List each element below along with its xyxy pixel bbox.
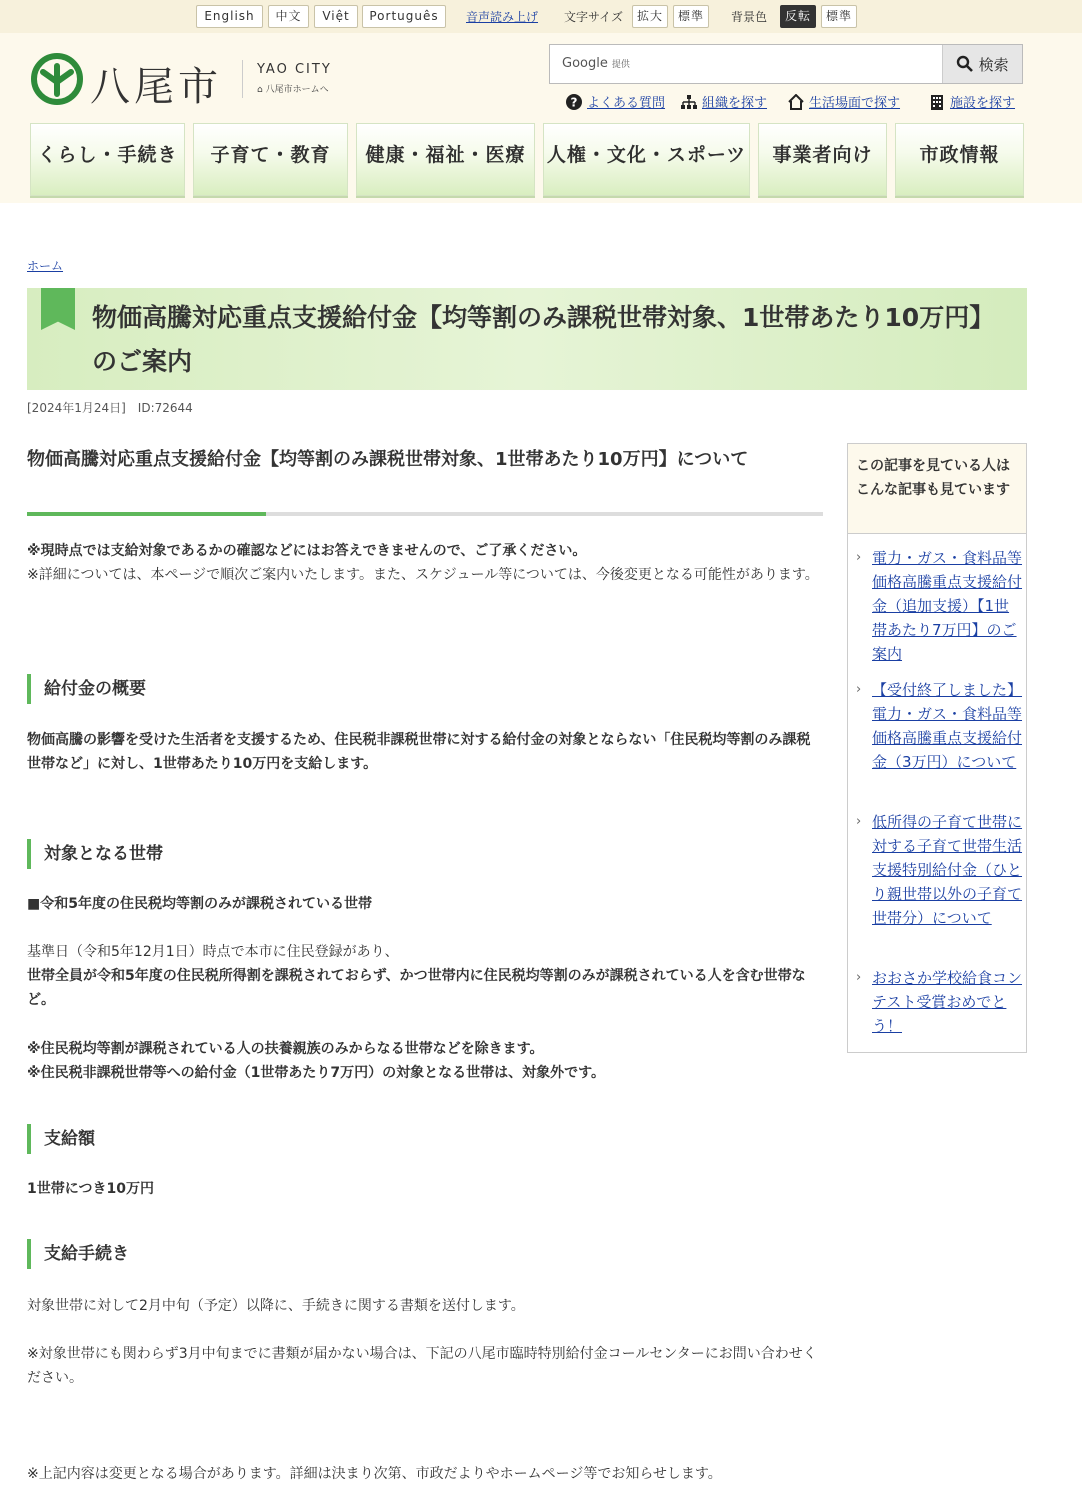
building-icon [929,94,945,110]
procedure-text-1: 対象世帯に対して2月中旬（予定）以降に、手続きに関する書類を送付します。 [27,1298,525,1314]
related-articles-title: この記事を見ている人はこんな記事も見ています [847,443,1027,534]
facility-search-link-label: 施設を探す [950,96,1016,111]
related-article-link[interactable]: 【受付終了しました】電力・ガス・食料品等価格高騰重点支援給付金（3万円）について [872,681,1023,771]
gnav-childcare-label: 子育て・教育 [210,144,331,166]
footer-note: ※上記内容は変更となる場合があります。詳細は決まり次第、市政だよりやホームページ等でお知らせします。 [27,1466,722,1482]
gnav-health[interactable] [356,123,535,196]
target-subheading: ■令和5年度の住民税均等割のみが課税されている世帯 [27,896,372,912]
org-search-link[interactable] [681,92,767,111]
life-scene-link[interactable] [788,92,900,111]
related-article-link[interactable]: 電力・ガス・食料品等価格高騰重点支援給付金（追加支援）【1世帯あたり7万円】のご案内 [872,549,1023,663]
chevron-right-icon: › [856,550,862,565]
section-overview-title: 給付金の概要 [27,674,823,704]
gnav-city-info-label: 市政情報 [919,144,1000,166]
section-procedure-title: 支給手続き [27,1239,823,1269]
org-chart-icon [681,94,697,110]
site-logo-text[interactable]: 八尾市 [90,64,222,110]
bg-color-label: 背景色 [731,10,768,24]
lang-chinese-button[interactable]: 中文 [268,5,309,28]
font-size-label: 文字サイズ [564,10,624,24]
breadcrumb-home[interactable]: ホーム [27,259,64,273]
gnav-health-label: 健康・福祉・医療 [365,144,526,166]
org-search-link-label: 組織を探す [702,96,768,111]
gnav-childcare[interactable] [193,123,348,196]
related-article-item[interactable] [856,546,1022,666]
target-note-1: ※住民税均等割が課税されている人の扶養親族のみからなる世帯などを除きます。 [27,1041,544,1057]
site-logo-english: YAO CITY [257,62,332,77]
chevron-right-icon: › [856,970,862,985]
font-enlarge-button[interactable]: 拡大 [632,5,668,28]
target-text-2: 世帯全員が令和5年度の住民税所得割を課税されておらず、かつ世帯内に住民税均等割のみが課税されている人を含む世帯など。 [27,968,806,1008]
related-article-item[interactable] [856,810,1022,930]
home-link[interactable] [257,82,329,95]
related-article-link[interactable]: おおさか学校給食コンテスト受賞おめでとう！ [872,969,1023,1035]
search-button[interactable] [942,45,1022,83]
chevron-right-icon: › [856,682,862,697]
life-scene-link-label: 生活場面で探す [809,96,901,111]
question-icon [566,94,582,110]
section-target-title: 対象となる世帯 [27,839,823,869]
overview-text: 物価高騰の影響を受けた生活者を支援するため、住民税非課税世帯に対する給付金の対象とならない「住民税均等割のみ課税世帯など」に対し、1世帯あたり10万円を支給します。 [27,732,811,772]
section-amount-title: 支給額 [27,1124,823,1154]
gnav-culture-label: 人権・文化・スポーツ [546,144,747,166]
gnav-business[interactable] [758,123,887,196]
svg-text:?: ? [570,95,578,110]
utility-bar [0,0,1082,33]
search-button-label: 検索 [978,56,1009,74]
page-meta: [2024年1月24日] ID:72644 [27,401,193,415]
lang-portuguese-button[interactable]: Português [362,5,446,28]
search-provider-brand: Google [562,56,608,71]
target-text-1: 基準日（令和5年12月1日）時点で本市に住民登録があり、 [27,944,399,960]
target-note-2: ※住民税非課税世帯等への給付金（1世帯あたり7万円）の対象となる世帯は、対象外です。 [27,1065,605,1081]
home-link-label: 八尾市ホームへ [265,85,329,95]
lang-english-button[interactable]: English [196,5,263,28]
city-emblem-icon[interactable] [30,52,84,106]
article-heading: 物価高騰対応重点支援給付金【均等割のみ課税世帯対象、1世帯あたり10万円】について [27,449,749,470]
faq-link-label: よくある質問 [587,96,666,111]
gnav-business-label: 事業者向け [772,144,873,166]
faq-link[interactable] [566,92,665,111]
related-article-item[interactable] [856,966,1022,1038]
gnav-city-info[interactable] [895,123,1024,196]
procedure-text-2: ※対象世帯にも関わらず3月中旬までに書類が届かない場合は、下記の八尾市臨時特別給付金コールセンターにお問い合わせください。 [27,1346,817,1386]
logo-divider [242,60,243,98]
house-icon [788,94,804,110]
gnav-culture[interactable] [543,123,750,196]
related-article-item[interactable] [856,678,1022,774]
search-icon [956,55,974,73]
bg-standard-button[interactable]: 標準 [821,5,857,28]
gnav-living[interactable] [30,123,185,196]
home-icon: ⌂ [257,85,263,95]
amount-text: 1世帯につき10万円 [27,1181,154,1197]
page-title: 物価高騰対応重点支援給付金【均等割のみ課税世帯対象、1世帯あたり10万円】のご案内 [92,303,995,376]
facility-search-link[interactable] [929,92,1015,111]
notice-bold: ※現時点では支給対象であるかの確認などにはお答えできませんので、ご了承ください。 [27,543,587,559]
chevron-right-icon: › [856,814,862,829]
font-standard-button[interactable]: 標準 [673,5,709,28]
heading-underline-accent [27,512,266,516]
search-provider-label [562,56,630,71]
voice-reading-link[interactable]: 音声読み上げ [466,10,539,24]
related-article-link[interactable]: 低所得の子育て世帯に対する子育て世帯生活支援特別給付金（ひとり親世帯以外の子育て世帯分）について [872,813,1023,927]
gnav-living-label: くらし・手続き [37,144,178,166]
lang-vietnamese-button[interactable]: Việt [314,5,358,28]
search-provider-sub: 提供 [611,60,630,70]
notice-text: ※詳細については、本ページで順次ご案内いたします。また、スケジュール等については、今後変更となる可能性があります。 [27,567,819,583]
bg-invert-button[interactable]: 反転 [780,5,816,28]
